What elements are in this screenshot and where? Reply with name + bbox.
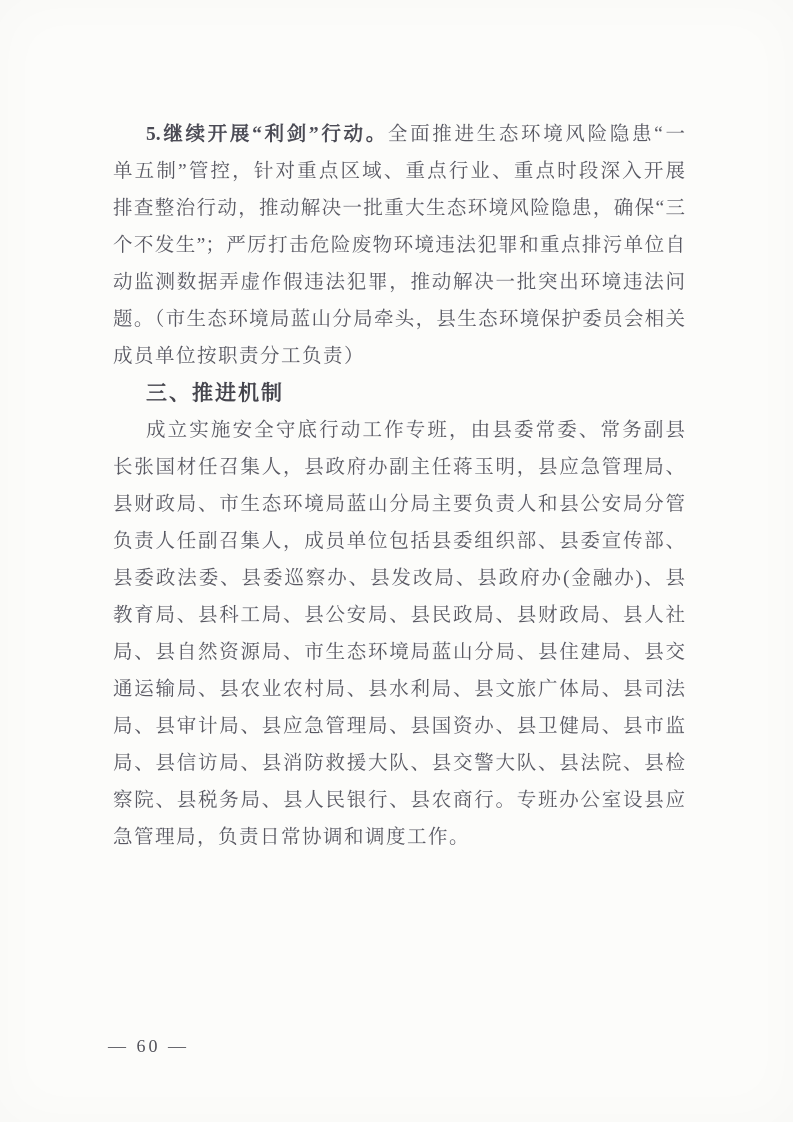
text-line: 负责人任副召集人，成员单位包括县委组织部、县委宣传部、 xyxy=(113,531,685,552)
text-line: 县财政局、市生态环境局蓝山分局主要负责人和县公安局分管 xyxy=(113,494,685,515)
item5-last-line: 成员单位按职责分工负责） xyxy=(113,346,366,367)
text-line: 教育局、县科工局、县公安局、县民政局、县财政局、县人社 xyxy=(113,605,685,626)
text-line: 单五制”管控，针对重点区域、重点行业、重点时段深入开展 xyxy=(113,161,685,182)
item5-first-line xyxy=(113,116,685,153)
document-body xyxy=(113,116,685,856)
text-line: 局、县自然资源局、市生态环境局蓝山分局、县住建局、县交 xyxy=(113,642,685,663)
section-heading: 三、推进机制 xyxy=(146,382,284,405)
text-line: 排查整治行动，推动解决一批重大生态环境风险隐患，确保“三 xyxy=(113,198,685,219)
text-line: 题。（市生态环境局蓝山分局牵头，县生态环境保护委员会相关 xyxy=(113,309,685,330)
text-line: 动监测数据弄虚作假违法犯罪，推动解决一批突出环境违法问 xyxy=(113,272,685,293)
mech-last-line: 急管理局，负责日常协调和调度工作。 xyxy=(113,827,471,848)
text-line: 通运输局、县农业农村局、县水利局、县文旅广体局、县司法 xyxy=(113,679,685,700)
text-line: 察院、县税务局、县人民银行、县农商行。专班办公室设县应 xyxy=(113,790,685,811)
text-line: 长张国材任召集人，县政府办副主任蒋玉明，县应急管理局、 xyxy=(113,457,685,478)
text-line: 局、县信访局、县消防救援大队、县交警大队、县法院、县检 xyxy=(113,753,685,774)
item5-lead-bold: 5.继续开展“利剑”行动。 xyxy=(146,124,388,145)
text-line: 个不发生”；严厉打击危险废物环境违法犯罪和重点排污单位自 xyxy=(113,235,685,256)
text-line: 县委政法委、县委巡察办、县发改局、县政府办(金融办)、县 xyxy=(113,568,685,589)
mech-first-line: 成立实施安全守底行动工作专班，由县委常委、常务副县 xyxy=(146,420,685,441)
page-number: — 60 — xyxy=(108,1036,189,1056)
item5-first-rest: 全面推进生态环境风险隐患“一 xyxy=(387,124,685,145)
text-line: 局、县审计局、县应急管理局、县国资办、县卫健局、县市监 xyxy=(113,716,685,737)
